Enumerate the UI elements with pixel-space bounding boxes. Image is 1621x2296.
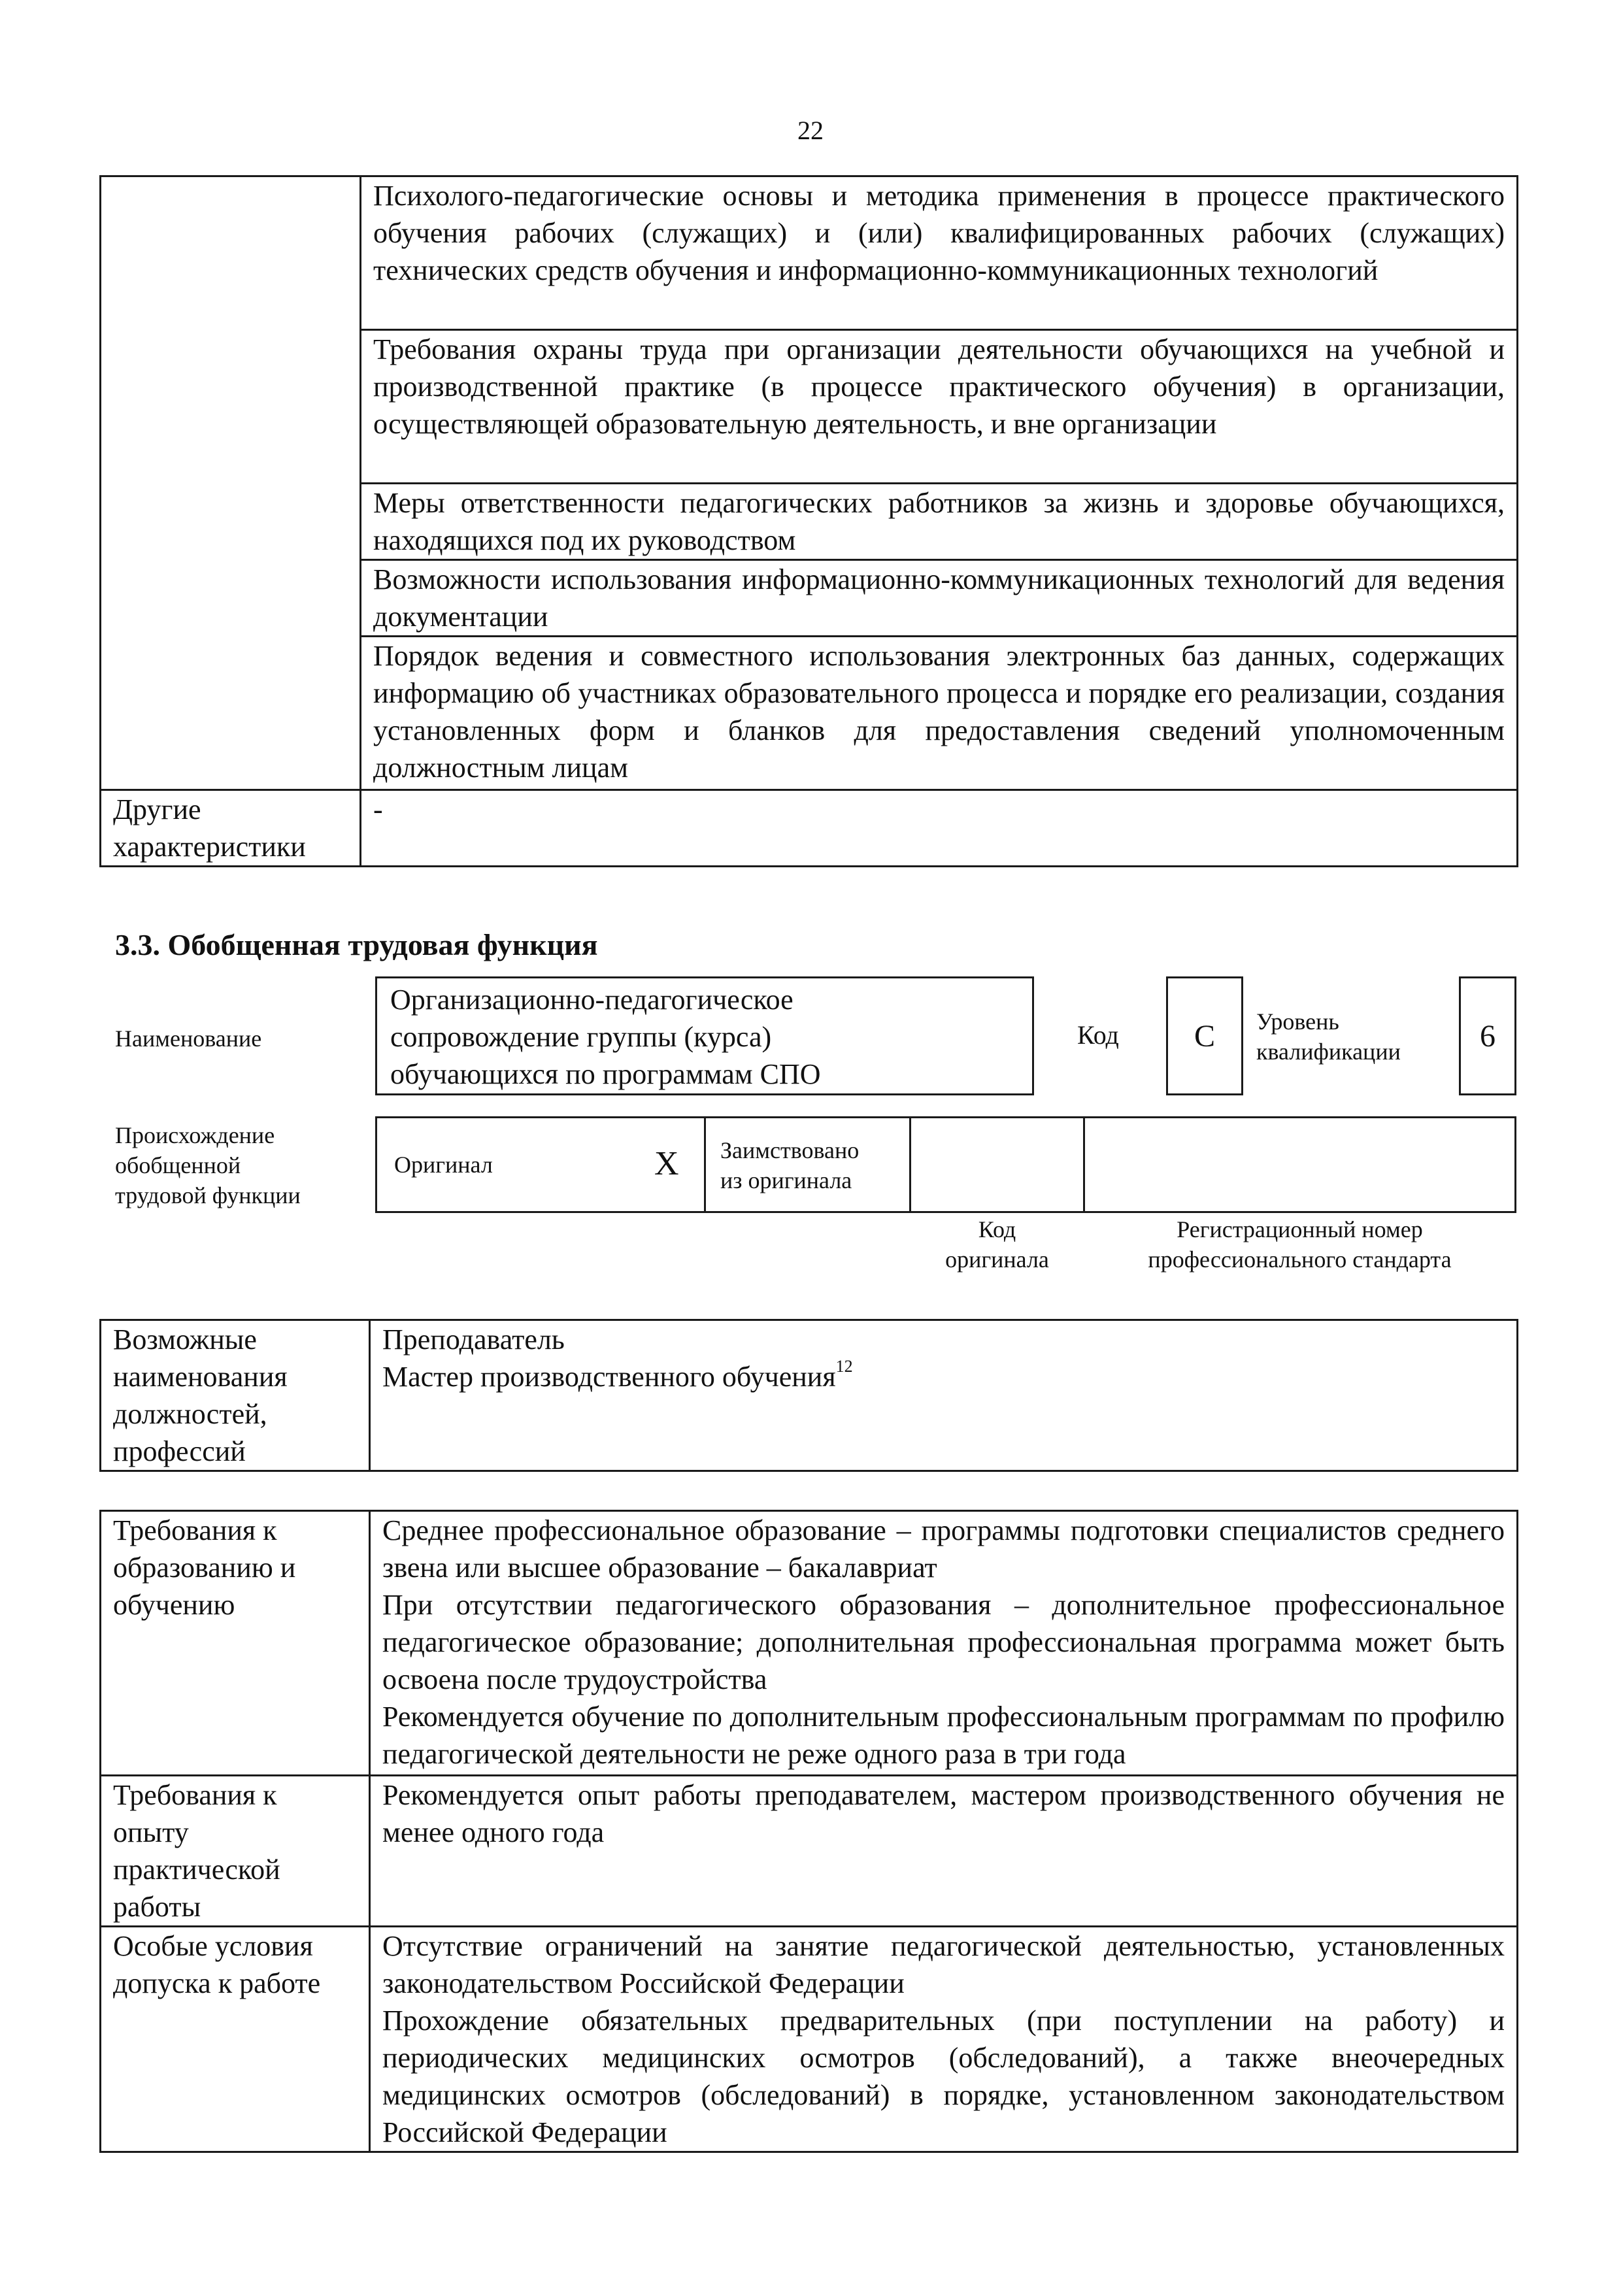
experience-requirements-value <box>370 1776 1518 1927</box>
original-mark: X <box>654 1145 679 1182</box>
positions-table <box>99 1319 1518 1472</box>
name-value-line: обучающихся по программам СПО <box>390 1058 821 1090</box>
origin-label-line: обобщенной <box>115 1152 241 1178</box>
section-title: 3.3. Обобщенная трудовая функция <box>115 928 598 961</box>
code-original-caption <box>909 1214 1085 1274</box>
other-label-line: характеристики <box>113 831 306 863</box>
origin-label-line: трудовой функции <box>115 1182 301 1208</box>
code-original-box <box>909 1116 1085 1213</box>
positions-value <box>370 1320 1518 1471</box>
reg-number-caption <box>1083 1214 1516 1274</box>
origin-label-line: Происхождение <box>115 1122 275 1148</box>
knowledge-label-cell <box>101 176 361 790</box>
requirement-paragraph: Рекомендуется опыт работы преподавателем, мастером производственного обучения не менее одного года <box>382 1779 1505 1848</box>
code-value-box: C <box>1166 976 1243 1095</box>
positions-label-line: Возможные <box>113 1323 257 1356</box>
positions-label-line: наименования <box>113 1361 288 1393</box>
level-label-line: Уровень <box>1256 1008 1339 1035</box>
reg-number-box <box>1083 1116 1516 1213</box>
borrowed-label-line: Заимствовано <box>720 1137 860 1163</box>
label-line: практической <box>113 1854 280 1886</box>
knowledge-item: Требования охраны труда при организации деятельности обучающихся на учебной и производственной практике (в процессе практического обучения) в организации, осуществляющей образовательную деятельность, и вне организации <box>361 330 1518 484</box>
requirement-paragraph: При отсутствии педагогического образования – дополнительное профессиональное педагогическое образование; дополнительная профессиональная программа может быть освоена после трудоустройства <box>382 1589 1505 1695</box>
label-line: Особые условия <box>113 1930 313 1962</box>
experience-requirements-label <box>101 1776 370 1927</box>
knowledge-item: Меры ответственности педагогических работников за жизнь и здоровье обучающихся, находящихся под их руководством <box>361 484 1518 560</box>
admission-conditions-value <box>370 1927 1518 2152</box>
name-value-box <box>375 976 1034 1095</box>
label-line: Требования к <box>113 1779 277 1811</box>
borrowed-box <box>704 1116 911 1213</box>
code-original-line: оригинала <box>945 1246 1049 1273</box>
name-value-line: сопровождение группы (курса) <box>390 1021 772 1053</box>
label-line: допуска к работе <box>113 1967 321 1999</box>
requirement-paragraph: Прохождение обязательных предварительных (при поступлении на работу) и периодических медицинских осмотров (обследований), а также внеочередных медицинских осмотров (обследований) в порядке, установленном законодательством Российской Федерации <box>382 2005 1505 2148</box>
position-title: Преподаватель <box>382 1323 565 1356</box>
borrowed-label-line: из оригинала <box>720 1167 852 1193</box>
level-label-line: квалификации <box>1256 1039 1401 1065</box>
education-requirements-label <box>101 1511 370 1776</box>
knowledge-item: Возможности использования информационно-коммуникационных технологий для ведения документации <box>361 560 1518 637</box>
label-line: работы <box>113 1891 201 1923</box>
name-label: Наименование <box>115 1025 262 1052</box>
footnote-ref: 12 <box>835 1357 853 1376</box>
requirement-paragraph: Рекомендуется обучение по дополнительным профессиональным программам по профилю педагогической деятельности не реже одного раза в три года <box>382 1701 1505 1770</box>
code-label: Код <box>1077 1020 1119 1050</box>
requirements-table <box>99 1510 1518 2153</box>
name-value-line: Организационно-педагогическое <box>390 984 794 1016</box>
requirement-paragraph: Среднее профессиональное образование – программы подготовки специалистов среднего звена или высшее образование – бакалавриат <box>382 1514 1505 1584</box>
page-number: 22 <box>797 116 824 145</box>
borrowed-label <box>720 1135 859 1195</box>
position-title-text: Мастер производственного обучения <box>382 1361 836 1393</box>
original-box <box>375 1116 706 1213</box>
reg-number-line: Регистрационный номер <box>1177 1216 1423 1242</box>
positions-label <box>101 1320 370 1471</box>
position-title <box>382 1358 1505 1395</box>
knowledge-item: Психолого-педагогические основы и методика применения в процессе практического обучения рабочих (служащих) и (или) квалифицированных рабочих (служащих) технических средств обучения и информационно-коммуникационных технологий <box>361 176 1518 330</box>
label-line: образованию и <box>113 1552 296 1584</box>
level-label <box>1256 1007 1401 1067</box>
origin-label <box>115 1120 301 1210</box>
positions-label-line: профессий <box>113 1435 246 1467</box>
knowledge-table <box>99 175 1518 867</box>
other-characteristics-label <box>101 790 361 867</box>
label-line: Требования к <box>113 1514 277 1546</box>
original-label: Оригинал <box>394 1152 493 1178</box>
reg-number-line: профессионального стандарта <box>1148 1246 1452 1273</box>
code-original-line: Код <box>978 1216 1016 1242</box>
level-value-box: 6 <box>1459 976 1516 1095</box>
admission-conditions-label <box>101 1927 370 2152</box>
education-requirements-value <box>370 1511 1518 1776</box>
requirement-paragraph: Отсутствие ограничений на занятие педагогической деятельностью, установленных законодательством Российской Федерации <box>382 1930 1505 1999</box>
knowledge-item: Порядок ведения и совместного использования электронных баз данных, содержащих информацию об участниках образовательного процесса и порядке его реализации, создания установленных форм и бланков для предоставления сведений уполномоченным должностным лицам <box>361 637 1518 790</box>
other-label-line: Другие <box>113 793 201 825</box>
label-line: обучению <box>113 1589 235 1621</box>
other-characteristics-value: - <box>361 790 1518 867</box>
label-line: опыту <box>113 1816 189 1848</box>
positions-label-line: должностей, <box>113 1398 267 1430</box>
